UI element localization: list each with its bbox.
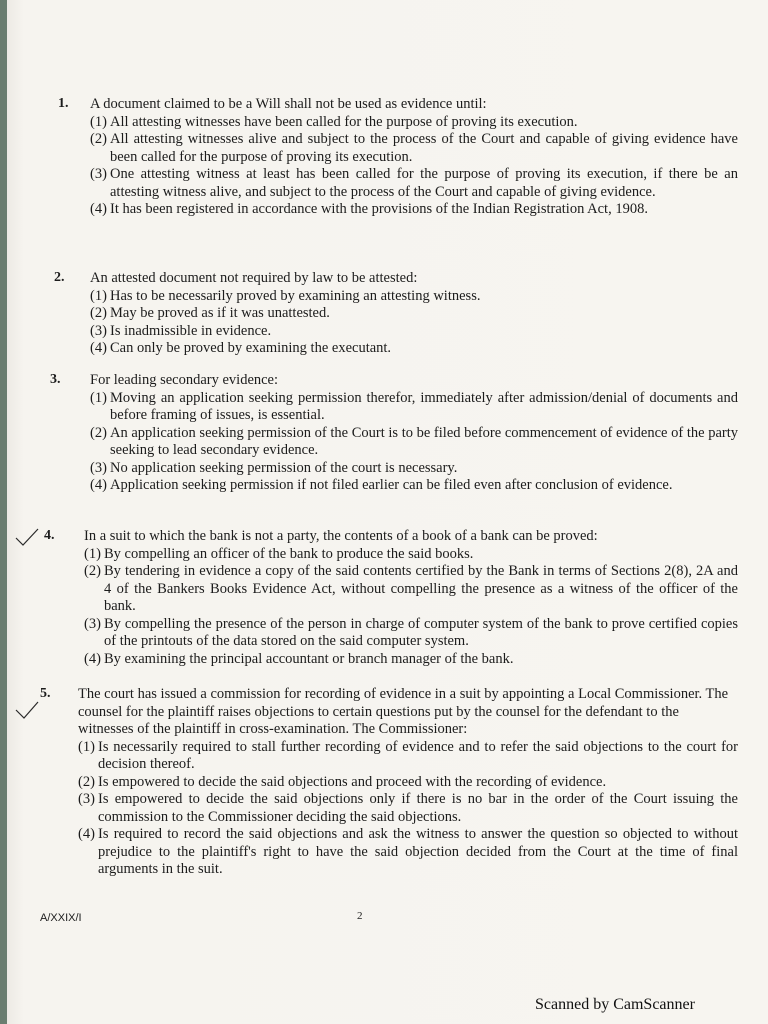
option-number: (1) xyxy=(90,113,107,130)
question-number: 3. xyxy=(50,372,61,387)
option-4 xyxy=(90,340,738,358)
option-text: By examining the principal accountant or branch manager of the bank. xyxy=(104,650,514,667)
option-number: (4) xyxy=(90,477,107,493)
question-number: 5. xyxy=(40,686,51,701)
scan-edge xyxy=(0,0,7,1024)
checkmark-icon xyxy=(14,700,40,722)
option-text: Can only be proved by examining the executant. xyxy=(110,340,392,356)
paper-code: A/XXIX/I xyxy=(40,912,82,924)
option-number: (4) xyxy=(90,340,107,356)
option-text: All attesting witnesses have been called for the purpose of proving its execution. xyxy=(110,113,578,130)
question-stem: The court has issued a commission for recording of evidence in a suit by appointing a Local Commissioner. The counsel for the plaintiff raises objections to certain questions put by the counsel for the defendant to the witnesses of the plaintiff in cross-examination. The Commissioner: xyxy=(78,686,729,737)
question-2 xyxy=(38,270,738,358)
options-list xyxy=(90,288,738,358)
question-4 xyxy=(38,528,738,668)
option-text: One attesting witness at least has been called for the purpose of proving its execution, if there be an attesting witness alive, and subject to the process of the Court and capable of giving evidence. xyxy=(110,166,738,200)
option-text: Moving an application seeking permission therefor, immediately after admission/denial of documents and before framing of issues, is essential. xyxy=(110,389,738,423)
option-text: By tendering in evidence a copy of the said contents certified by the Bank in terms of Sections 2(8), 2A and 4 of the Bankers Books Evidence Act, without compelling the presence as a witness of the officer of the bank. xyxy=(104,563,738,614)
option-1 xyxy=(90,390,738,425)
option-2 xyxy=(90,131,738,166)
option-text: Is empowered to decide the said objections and proceed with the recording of evidence. xyxy=(98,773,607,790)
option-number: (3) xyxy=(90,166,107,182)
question-5 xyxy=(38,686,738,879)
option-1 xyxy=(84,546,738,564)
question-number: 2. xyxy=(54,270,65,285)
option-text: Is inadmissible in evidence. xyxy=(110,322,272,339)
option-text: An application seeking permission of the Court is to be filed before commencement of evidence of the party seeking to lead secondary evidence. xyxy=(110,424,738,458)
option-text: By compelling the presence of the person in charge of computer system of the bank to prove certified copies of the printouts of the data stored on the said computer system. xyxy=(104,615,738,649)
option-text: May be proved as if it was unattested. xyxy=(110,305,330,321)
question-3 xyxy=(38,372,738,495)
option-number: (2) xyxy=(90,305,107,321)
option-1 xyxy=(90,114,738,132)
question-stem: In a suit to which the bank is not a party, the contents of a book of a bank can be proved: xyxy=(84,528,598,544)
option-2 xyxy=(90,425,738,460)
option-number: (2) xyxy=(78,773,95,790)
scanner-watermark: Scanned by CamScanner xyxy=(535,996,695,1013)
option-2 xyxy=(84,563,738,616)
option-3 xyxy=(90,323,738,341)
option-2 xyxy=(78,774,738,792)
option-text: Is required to record the said objections and ask the witness to answer the question so objected to without prejudice to the plaintiff's right to have the said objection decided from the Court at the time of final arguments in the suit. xyxy=(98,826,738,877)
question-number: 4. xyxy=(44,528,55,543)
options-list xyxy=(84,546,738,669)
option-number: (1) xyxy=(78,738,95,755)
option-1 xyxy=(78,739,738,774)
option-number: (3) xyxy=(78,791,95,807)
option-text: Has to be necessarily proved by examining an attesting witness. xyxy=(110,287,481,304)
option-number: (4) xyxy=(84,650,101,667)
option-text: It has been registered in accordance with the provisions of the Indian Registration Act, 1908. xyxy=(110,201,648,217)
option-text: Is necessarily required to stall further recording of evidence and to refer the said objections to the court for decision thereof. xyxy=(98,738,738,772)
question-stem: For leading secondary evidence: xyxy=(90,372,279,388)
option-4 xyxy=(90,201,738,219)
option-text: By compelling an officer of the bank to produce the said books. xyxy=(104,545,474,562)
option-number: (1) xyxy=(90,287,107,304)
option-number: (3) xyxy=(90,322,107,339)
options-list xyxy=(90,390,738,495)
option-text: All attesting witnesses alive and subject to the process of the Court and capable of giving evidence have been called for the purpose of proving its execution. xyxy=(110,131,738,165)
option-number: (3) xyxy=(84,615,101,632)
option-number: (2) xyxy=(90,131,107,147)
option-number: (4) xyxy=(90,201,107,217)
question-number: 1. xyxy=(58,96,69,111)
option-number: (4) xyxy=(78,826,95,842)
option-4 xyxy=(84,651,738,669)
option-4 xyxy=(90,477,738,495)
option-3 xyxy=(84,616,738,651)
option-number: (1) xyxy=(84,545,101,562)
options-list xyxy=(90,114,738,219)
option-4 xyxy=(78,826,738,879)
option-number: (2) xyxy=(84,563,101,579)
option-3 xyxy=(78,791,738,826)
option-1 xyxy=(90,288,738,306)
page-number: 2 xyxy=(357,910,363,922)
option-number: (2) xyxy=(90,424,107,441)
option-number: (1) xyxy=(90,389,107,406)
option-text: No application seeking permission of the court is necessary. xyxy=(110,459,458,476)
option-3 xyxy=(90,460,738,478)
option-text: Is empowered to decide the said objections only if there is no bar in the order of the Court issuing the commission to the Commissioner deciding the said objections. xyxy=(98,791,738,825)
option-text: Application seeking permission if not filed earlier can be filed even after conclusion of evidence. xyxy=(110,477,673,493)
checkmark-icon xyxy=(14,526,40,548)
option-number: (3) xyxy=(90,459,107,476)
option-2 xyxy=(90,305,738,323)
options-list xyxy=(78,739,738,879)
question-stem: A document claimed to be a Will shall not be used as evidence until: xyxy=(90,96,487,112)
question-stem: An attested document not required by law to be attested: xyxy=(90,270,418,286)
option-3 xyxy=(90,166,738,201)
question-1 xyxy=(38,96,738,219)
